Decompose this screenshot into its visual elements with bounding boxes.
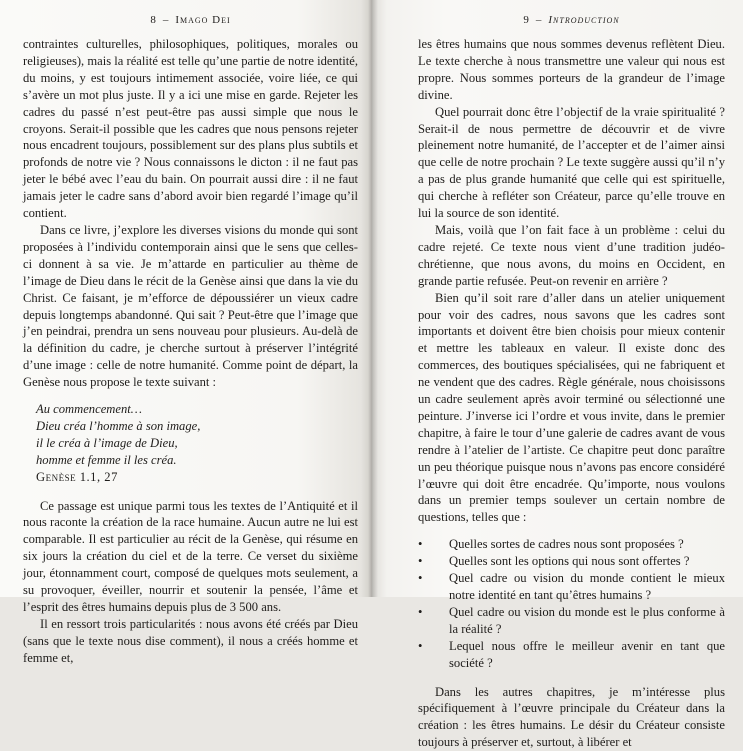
list-item: [418, 553, 725, 570]
paragraph: Bien qu’il soit rare d’aller dans un atelier uniquement pour voir des cadres, nous savons que les cadres sont importants et doivent être bien choisis pour mieux contenir et mettre les tableaux en valeur. Il existe donc des commerces, des boutiques spécialisées, qui ne fabriquent et ne vendent que des cadres. Règle générale, nous choisissons un cadre seulement après avoir terminé ou sélectionné une peinture. J’inverse ici l’ordre et vous invite, dans le premier chapitre, à faire le tour d’une galerie de cadres avant de vous rendre à l’atelier de l’artiste. Ce chapitre peut donc paraître un peu théorique puisque nous n’avons pas encore considéré l’œuvre qui doit être encadrée. Qu’importe, nous voulons dans un premier temps soulever un certain nombre de questions, telles que :: [418, 290, 725, 525]
quote-line: Au commencement…: [36, 402, 142, 417]
list-item: [418, 536, 725, 553]
paragraph: Dans ce livre, j’explore les diverses visions du monde qui sont proposées à l’individu contemporain ainsi que le sens que celles-ci donnent à sa vie. Je m’attarde en particulier au thème de l’image de Dieu dans le récit de la Genèse ainsi que dans la vie du Christ. Ce faisant, je m’efforce de dépoussiérer un vieux cadre depuis longtemps abandonné. Qui sait ? Peut-être que l’image que j’en peindrai, prendra un sens nouveau pour plusieurs. Au-delà de la définition du cadre, je cherche surtout à préserver l’intégrité d’une image : celle de notre humanité. Comme point de départ, la Genèse nous propose le texte suivant :: [23, 222, 358, 390]
question-text: Lequel nous offre le meilleur avenir en tant que société ?: [449, 638, 725, 670]
paragraph: contraintes culturelles, philosophiques, politiques, morales ou religieuses), mais la réalité est telle qu’une partie de notre identité, du moins, y est toujours intimement associée, voire liée, ce qui s’avère un mot plus juste. Il y a ici une mise en garde. Rejeter les cadres du passé n’est peut-être pas aussi simple que nous le croyons. Serait-il possible que les cadres que nous pensons rejeter nous encadrent toujours, possiblement sur des plans plus subtils et profonds de notre vie ? Nous connaissons le dicton : il ne faut pas jeter le bébé avec l’eau du bain. On pourrait aussi dire : il ne faut jamais jeter le cadre sans d’abord avoir bien regardé l’image qu’il contient.: [23, 37, 359, 221]
right-body-text: [418, 36, 725, 751]
quote-line: Dieu créa l’homme à son image,: [36, 418, 201, 433]
scripture-quote: [36, 401, 358, 486]
paragraph: Mais, voilà que l’on fait face à un problème : celui du cadre rejeté. Ce texte nous vient d’une tradition judéo-chrétienne, que nous avons, du moins en Occident, en grande partie refusée. Peut-on revenir en arrière ?: [418, 222, 725, 288]
paragraph: Ce passage est unique parmi tous les textes de l’Antiquité et il nous raconte la création de la race humaine. Aucun autre ne lui est comparable. Il est particulier au récit de la Genèse, qui résume en six jours la création du ciel et de la terre. Ce verset du sixième jour, étonnamment court, composé de quelques mots seulement, a su provoquer, éveiller, nourrir et soutenir la pensée, l’âme et l’esprit des êtres humains depuis plus de 3 500 ans.: [23, 498, 358, 614]
paragraph: les êtres humains que nous sommes devenus reflètent Dieu. Le texte cherche à nous transmettre une valeur qui nous est propre. Nous sommes porteurs de la grandeur de l’image divine.: [418, 37, 725, 102]
left-running-head: [23, 0, 358, 28]
right-running-head: [418, 0, 725, 28]
paragraph: Dans les autres chapitres, je m’intéresse plus spécifiquement à l’œuvre principale du Créateur dans la création : les êtres humains. Le désir du Créateur consiste toujours à préserver et, surtout, à libérer et: [418, 684, 725, 750]
question-text: Quel cadre ou vision du monde est le plus conforme à la réalité ?: [449, 604, 725, 636]
left-page: [0, 0, 372, 665]
quote-line: il le créa à l’image de Dieu,: [36, 435, 178, 450]
question-list: [418, 536, 725, 671]
bullet-icon: •: [418, 571, 423, 586]
list-item: [418, 604, 725, 638]
question-text: Quelles sortes de cadres nous sont proposées ?: [449, 537, 684, 552]
right-head-separator: –: [535, 14, 542, 26]
right-page-number: 9: [523, 14, 530, 26]
left-page-number: 8: [150, 14, 157, 26]
left-body-text: [23, 36, 358, 667]
right-page: [372, 0, 743, 750]
list-item: [418, 638, 725, 672]
left-running-title: Imago Dei: [175, 14, 231, 26]
bullet-icon: •: [418, 638, 423, 653]
bullet-icon: •: [418, 604, 423, 619]
bullet-icon: •: [418, 537, 423, 552]
paragraph: Il en ressort trois particularités : nous avons été créés par Dieu (sans que le texte nous dise comment), il nous a créés homme et femme et,: [23, 616, 358, 665]
left-head-separator: –: [162, 14, 169, 26]
question-text: Quelles sont les options qui nous sont offertes ?: [449, 554, 690, 569]
paragraph: Quel pourrait donc être l’objectif de la vraie spiritualité ? Serait-il de nous permettre de découvrir et de vivre pleinement notre humanité, de l’accepter et de l’aimer ainsi que celle de notre prochain ? Le texte suggère aussi qu’il n’y a pas de plus grande humanité que celle qui est spirituelle, qui cherche à refléter son Créateur, parce qu’elle trouve en lui la source de son identité.: [418, 104, 725, 221]
question-text: Quel cadre ou vision du monde contient le mieux notre identité en tant qu’êtres humains ?: [449, 571, 725, 602]
quote-reference: Genèse 1.1, 27: [36, 469, 118, 484]
book-gutter: [368, 0, 378, 597]
right-running-title: Introduction: [548, 14, 620, 26]
list-item: [418, 570, 725, 604]
quote-line: homme et femme il les créa.: [36, 452, 177, 467]
bullet-icon: •: [418, 554, 423, 569]
